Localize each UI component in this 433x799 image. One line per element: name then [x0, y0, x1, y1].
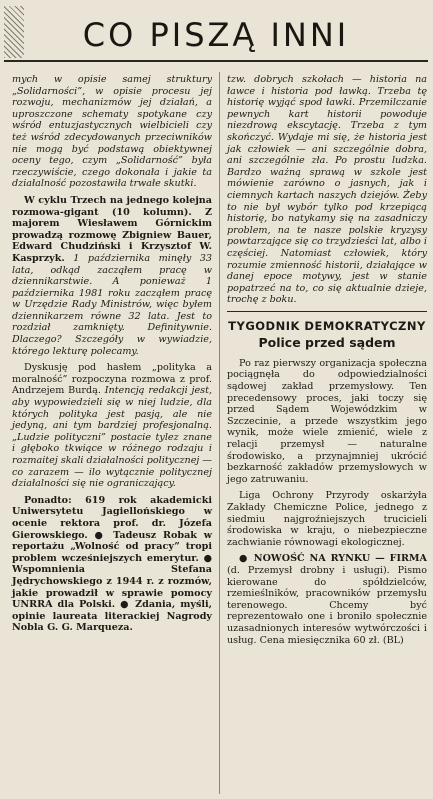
- masthead-title: CO PISZĄ INNI: [82, 16, 350, 54]
- right-para-3: Liga Ochrony Przyrody oskarżyła Zakłady Chemiczne Police, jednego z siedmiu najgroźniejszych trucicieli środowiska w kraju, o niebezpieczne zachwianie równowagi ekologicznej.: [227, 490, 427, 548]
- left-para-4-body: 619 rok akademicki Uniwersytetu Jagiellońskiego w ocenie rektora prof. dr. Józefa Gierowskiego. ● Tadeusz Robak w reportażu „Wolność od pracy” tropi problem wcześniejszych emerytur. ● Wspomnienia Stefana Jędrychowskiego z 1944 r. z rozmów, jakie prowadził w sprawie pomocy UNRRA dla Polski. ● Zdania, myśli, opinie laureata literackiej Nagrody Nobla G. G. Marqueza.: [12, 494, 212, 634]
- left-para-3-lead: Dyskusję pod hasłem „polityka a moralność” rozpoczyna rozmowa z prof. Andrzejem Burdą.: [12, 362, 212, 397]
- column-divider: [219, 72, 220, 794]
- left-para-2: [12, 195, 212, 357]
- left-para-1: mych w opisie samej struktury „Solidarności”, w opisie procesu jej rozwoju, mechanizmów jej działań, a uproszczone schematy spotykane czy wśród entuzjastycznych wielbicieli czy też wśród zdecydowanych przeciwników nie mogą być podstawą obiektywnej oceny tego, czym „Solidarność” była rzeczywiście, czego dokonała i jakie ta działalność pozostawiła trwałe skutki.: [12, 74, 212, 190]
- section-headline: Police przed sądem: [258, 334, 396, 350]
- left-para-3: [12, 362, 212, 490]
- left-para-2-lead: W cyklu Trzech na jednego kolejna rozmowa-gigant (10 kolumn). Z majorem Wiesławem Górnickim prowadzą rozmowę Zbigniew Bauer, Edward Chudziński i Krzysztof W. Kasprzyk.: [12, 194, 212, 264]
- right-para-4-title: ● NOWOŚĆ NA RYNKU — FIRMA: [239, 553, 427, 565]
- section-rule: [227, 311, 427, 312]
- left-para-4: [12, 495, 212, 634]
- left-column: [12, 74, 212, 639]
- right-para-4-body: (d. Przemysł drobny i usługi). Pismo kierowane do spółdzielców, rzemieślników, pracowników przemysłu terenowego. Chcemy być reprezentowało one i broniło społecznie uzasadnionych interesów wytwórczości i usług. Cena miesięcznika 60 zł. (BL): [227, 564, 427, 646]
- right-para-2: Po raz pierwszy organizacja społeczna pociągnęła do odpowiedzialności sądowej zakład przemysłowy. Ten precedensowy proces, jaki toczy się przed Sądem Wojewódzkim w Szczecinie, a przede wszystkim jego wynik, może wiele zmienić, wiele z relacji przemysł — naturalne środowisko, a przynajmniej ukrócić bezkarność zakładów przemysłowych w jego zatruwaniu.: [227, 357, 427, 485]
- right-para-4: [227, 553, 427, 646]
- section-label: TYGODNIK DEMOKRATYCZNY: [228, 318, 426, 333]
- right-para-1: tzw. dobrych szkołach — historia na ławce i historia pod ławką. Trzeba tę historię wyjąć spod ławki. Przemilczanie pewnych kart historii powoduje niezdrową ekscytację. Trzeba z tym skończyć. Wydaje mi się, że historia jest jak człowiek — ani szczególnie dobra, ani szczególnie zła. Po prostu ludzka. Bardzo ważną sprawą w szkole jest mówienie zarówno o jasnych, jak i ciemnych kartach naszych dziejów. Żeby to nie był wybór tylko pod krzepiącą historię, bo natykamy się na zasadniczy problem, na te nasze polskie kryzysy powtarzające się co trzydzieści lat, albo i częściej. Natomiast człowiek, który rozumie zmienność historii, działające w danej epoce motywy, jest w stanie popatrzeć na to, co się aktualnie dzieje, trochę z boku.: [227, 74, 427, 306]
- left-para-2-rest: 1 października minęły 33 lata, odkąd zacząłem pracę w dziennikarstwie. A ponieważ 1 października 1981 roku zacząłem pracę w Urzędzie Rady Ministrów, więc byłem dziennikarzem równe 32 lata. Jest to rozdział zamknięty. Definitywnie. Dlaczego? Szczegóły w wywiadzie, którego lekturę polecamy.: [12, 252, 212, 357]
- masthead: [4, 6, 428, 62]
- left-para-3-rest: Intencją redakcji jest, aby wypowiedzieli się w niej ludzie, dla których polityka jest pasją, ale nie jedyną, ani tym bardziej profesjonalną. „Ludzie polityczni” postacie tylez znane i głęboko tkwiące w różnego rodzaju i rozmaitej skali działalności politycznej — co zarazem — ilo wytącznie politycznej działalności się nie ograniczający.: [12, 385, 212, 490]
- left-para-4-title: Ponadto:: [24, 494, 72, 506]
- right-column: [227, 74, 427, 651]
